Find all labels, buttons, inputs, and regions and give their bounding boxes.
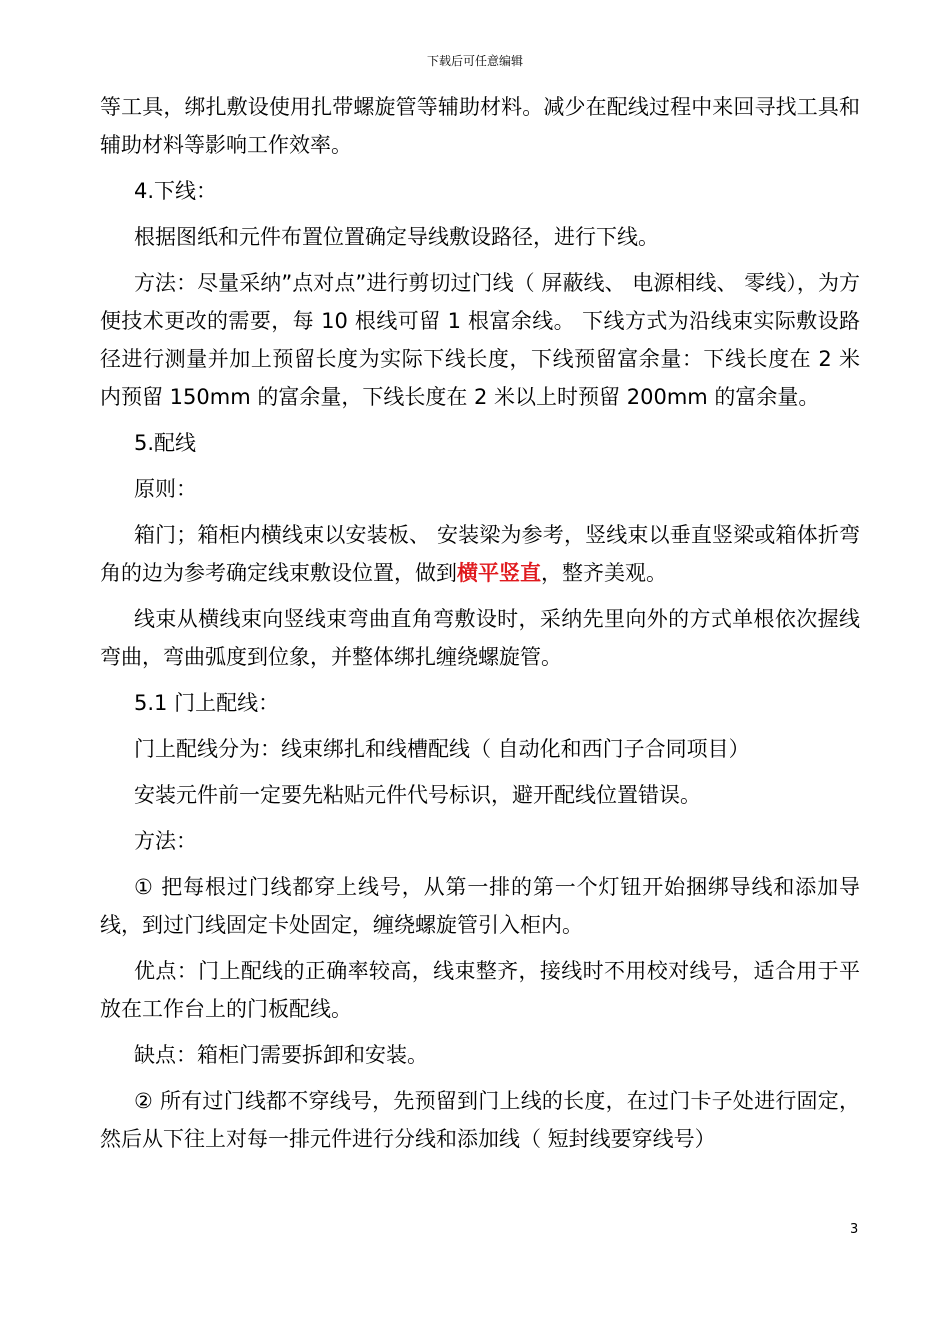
section-heading: 5.1 门上配线： <box>134 691 280 715</box>
page-header: 下载后可任意编辑 <box>426 54 523 68</box>
paragraph-text: ，整齐美观。 <box>541 561 667 585</box>
paragraph: 缺点：箱柜门需要拆卸和安装。 <box>134 1043 428 1067</box>
paragraph-text: 箱门；箱柜内横线束以安装板、 安装梁为参考，竖线束以垂直竖梁或箱体折弯角的边为参考确定线束敷设位置，做到 <box>100 523 860 585</box>
paragraph: 优点：门上配线的正确率较高，线束整齐，接线时不用校对线号，适合用于平放在工作台上的门板配线。 <box>100 959 860 1021</box>
paragraph: 根据图纸和元件布置位置确定导线敷设路径，进行下线。 <box>134 225 659 249</box>
paragraph: ② 所有过门线都不穿线号，先预留到门上线的长度，在过门卡子处进行固定，然后从下往上对每一排元件进行分线和添加线（ 短封线要穿线号） <box>100 1089 860 1151</box>
paragraph: 线束从横线束向竖线束弯曲直角弯敷设时，采纳先里向外的方式单根依次握线弯曲，弯曲弧度到位象，并整体绑扎缠绕螺旋管。 <box>100 607 860 669</box>
section-heading: 5.配线 <box>134 431 197 455</box>
paragraph: 门上配线分为：线束绑扎和线槽配线（ 自动化和西门子合同项目） <box>134 737 750 761</box>
page-number: 3 <box>850 1222 859 1237</box>
paragraph: 原则： <box>134 477 197 501</box>
paragraph <box>100 516 860 592</box>
section-heading: 4.下线： <box>134 179 218 203</box>
paragraph: 等工具，绑扎敷设使用扎带螺旋管等辅助材料。减少在配线过程中来回寻找工具和辅助材料等影响工作效率。 <box>100 95 860 157</box>
paragraph: 方法：尽量采纳”点对点”进行剪切过门线（ 屏蔽线、 电源相线、 零线），为方便技术更改的需要，每 10 根线可留 1 根富余线。 下线方式为沿线束实际敷设路径进行测量并加上预留长度为实际下线长度，下线预留富余量：下线长度在 2 米内预留 150mm 的富余量，下线长度在 2 米以上时预留 200mm 的富余量。 <box>100 271 860 409</box>
paragraph: ① 把每根过门线都穿上线号，从第一排的第一个灯钮开始捆绑导线和添加导线，到过门线固定卡处固定，缠绕螺旋管引入柜内。 <box>100 875 860 937</box>
highlight-text: 横平竖直 <box>457 561 541 585</box>
paragraph: 安装元件前一定要先粘贴元件代号标识，避开配线位置错误。 <box>134 783 701 807</box>
document-body <box>100 88 860 1166</box>
paragraph: 方法： <box>134 829 197 853</box>
